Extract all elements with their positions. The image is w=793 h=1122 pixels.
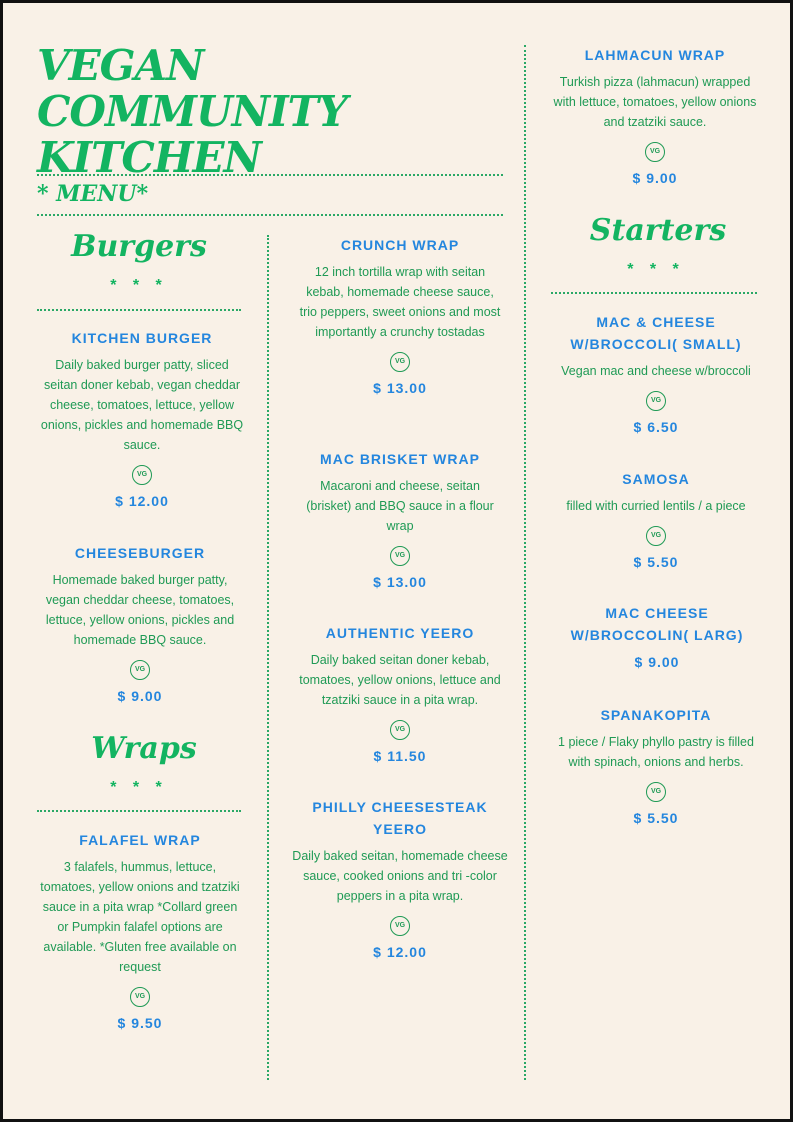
menu-item-cheeseburger: [37, 542, 243, 704]
item-name: KITCHEN BURGER: [71, 330, 213, 346]
item-price: $ 12.00: [115, 493, 169, 509]
vegan-badge-icon: VG: [132, 465, 152, 485]
item-description: Daily baked seitan, homemade cheese sauce, cooked onions and tri -color peppers in a pita wrap.: [292, 849, 508, 903]
divider-wraps: [37, 810, 241, 812]
menu-item-kitchen-burger: [37, 327, 247, 509]
item-description: Turkish pizza (lahmacun) wrapped with lettuce, tomatoes, yellow onions and tzatziki sauce.: [553, 75, 757, 129]
item-description: Daily baked burger patty, sliced seitan doner kebab, vegan cheddar cheese, tomatoes, lettuce, yellow onions, pickles and homemade BBQ sauce.: [40, 358, 244, 452]
item-price: $ 9.00: [632, 170, 678, 186]
vegan-badge-icon: VG: [390, 546, 410, 566]
item-price: $ 13.00: [373, 380, 427, 396]
item-name: MAC & CHEESE W/BROCCOLI( SMALL): [570, 314, 742, 352]
item-price: $ 5.50: [633, 810, 679, 826]
item-price: $ 12.00: [373, 944, 427, 960]
menu-item-samosa: [551, 468, 761, 570]
item-description: Vegan mac and cheese w/broccoli: [561, 364, 751, 378]
menu-item-authentic-yeero: [294, 622, 506, 764]
vegan-badge-icon: VG: [390, 720, 410, 740]
item-name: FALAFEL WRAP: [79, 832, 201, 848]
vegan-badge-icon: VG: [646, 391, 666, 411]
item-description: filled with curried lentils / a piece: [566, 499, 746, 513]
item-price: $ 9.00: [634, 654, 680, 670]
stars-burgers: * * *: [110, 277, 168, 294]
column-divider-left: [267, 235, 269, 1080]
divider-starters: [551, 292, 757, 294]
section-heading-wraps: Wraps: [91, 731, 197, 766]
item-description: 1 piece / Flaky phyllo pastry is filled with spinach, onions and herbs.: [558, 735, 754, 769]
vegan-badge-icon: VG: [130, 660, 150, 680]
menu-item-falafel-wrap: [37, 829, 243, 1031]
item-name: SAMOSA: [622, 471, 690, 487]
stars-starters: * * *: [627, 261, 685, 278]
item-price: $ 13.00: [373, 574, 427, 590]
item-description: 3 falafels, hummus, lettuce, tomatoes, yellow onions and tzatziki sauce in a pita wrap *Collard green or Pumpkin falafel options are available. *Gluten free available on request: [40, 860, 240, 974]
menu-item-philly-cheesesteak-yeero: [289, 796, 511, 960]
item-name: MAC BRISKET WRAP: [320, 451, 480, 467]
menu-label: * MENU*: [37, 181, 149, 207]
item-price: $ 5.50: [633, 554, 679, 570]
item-name: AUTHENTIC YEERO: [325, 625, 475, 641]
menu-item-mac-cheese-small: [551, 311, 761, 435]
section-heading-burgers: Burgers: [71, 229, 207, 264]
divider-burgers: [37, 309, 241, 311]
item-description: Macaroni and cheese, seitan (brisket) and BBQ sauce in a flour wrap: [306, 479, 494, 533]
item-name: MAC CHEESE W/BROCCOLIN( LARG): [570, 605, 744, 643]
item-name: LAHMACUN WRAP: [584, 47, 726, 63]
vegan-badge-icon: VG: [130, 987, 150, 1007]
vegan-badge-icon: VG: [645, 142, 665, 162]
item-price: $ 6.50: [633, 419, 679, 435]
divider-top: [37, 174, 503, 176]
menu-item-mac-brisket-wrap: [294, 448, 506, 590]
item-description: 12 inch tortilla wrap with seitan kebab, homemade cheese sauce, trio peppers, sweet onions and most importantly a crunchy tostadas: [299, 265, 501, 339]
section-heading-starters: Starters: [589, 213, 727, 248]
vegan-badge-icon: VG: [646, 782, 666, 802]
item-name: CRUNCH WRAP: [340, 237, 460, 253]
stars-wraps: * * *: [110, 779, 168, 796]
item-price: $ 9.50: [117, 1015, 163, 1031]
vegan-badge-icon: VG: [390, 352, 410, 372]
divider-menu: [37, 214, 503, 216]
menu-item-lahmacun-wrap: [551, 44, 759, 186]
item-price: $ 9.00: [117, 688, 163, 704]
item-name: CHEESEBURGER: [74, 545, 206, 561]
vegan-badge-icon: VG: [646, 526, 666, 546]
restaurant-title: VEGAN COMMUNITY KITCHEN: [37, 41, 347, 182]
item-name: SPANAKOPITA: [600, 707, 712, 723]
column-divider-right: [524, 45, 526, 1080]
menu-item-crunch-wrap: [294, 234, 506, 396]
item-description: Daily baked seitan doner kebab, tomatoes, yellow onions, lettuce and tzatziki sauce in a pita wrap.: [299, 653, 501, 707]
item-name: PHILLY CHEESESTEAK YEERO: [312, 799, 488, 837]
menu-item-mac-cheese-large: [549, 602, 765, 670]
item-price: $ 11.50: [373, 748, 427, 764]
vegan-badge-icon: VG: [390, 916, 410, 936]
item-description: Homemade baked burger patty, vegan cheddar cheese, tomatoes, lettuce, yellow onions, pickles and homemade BBQ sauce.: [45, 573, 235, 647]
menu-item-spanakopita: [551, 704, 761, 826]
